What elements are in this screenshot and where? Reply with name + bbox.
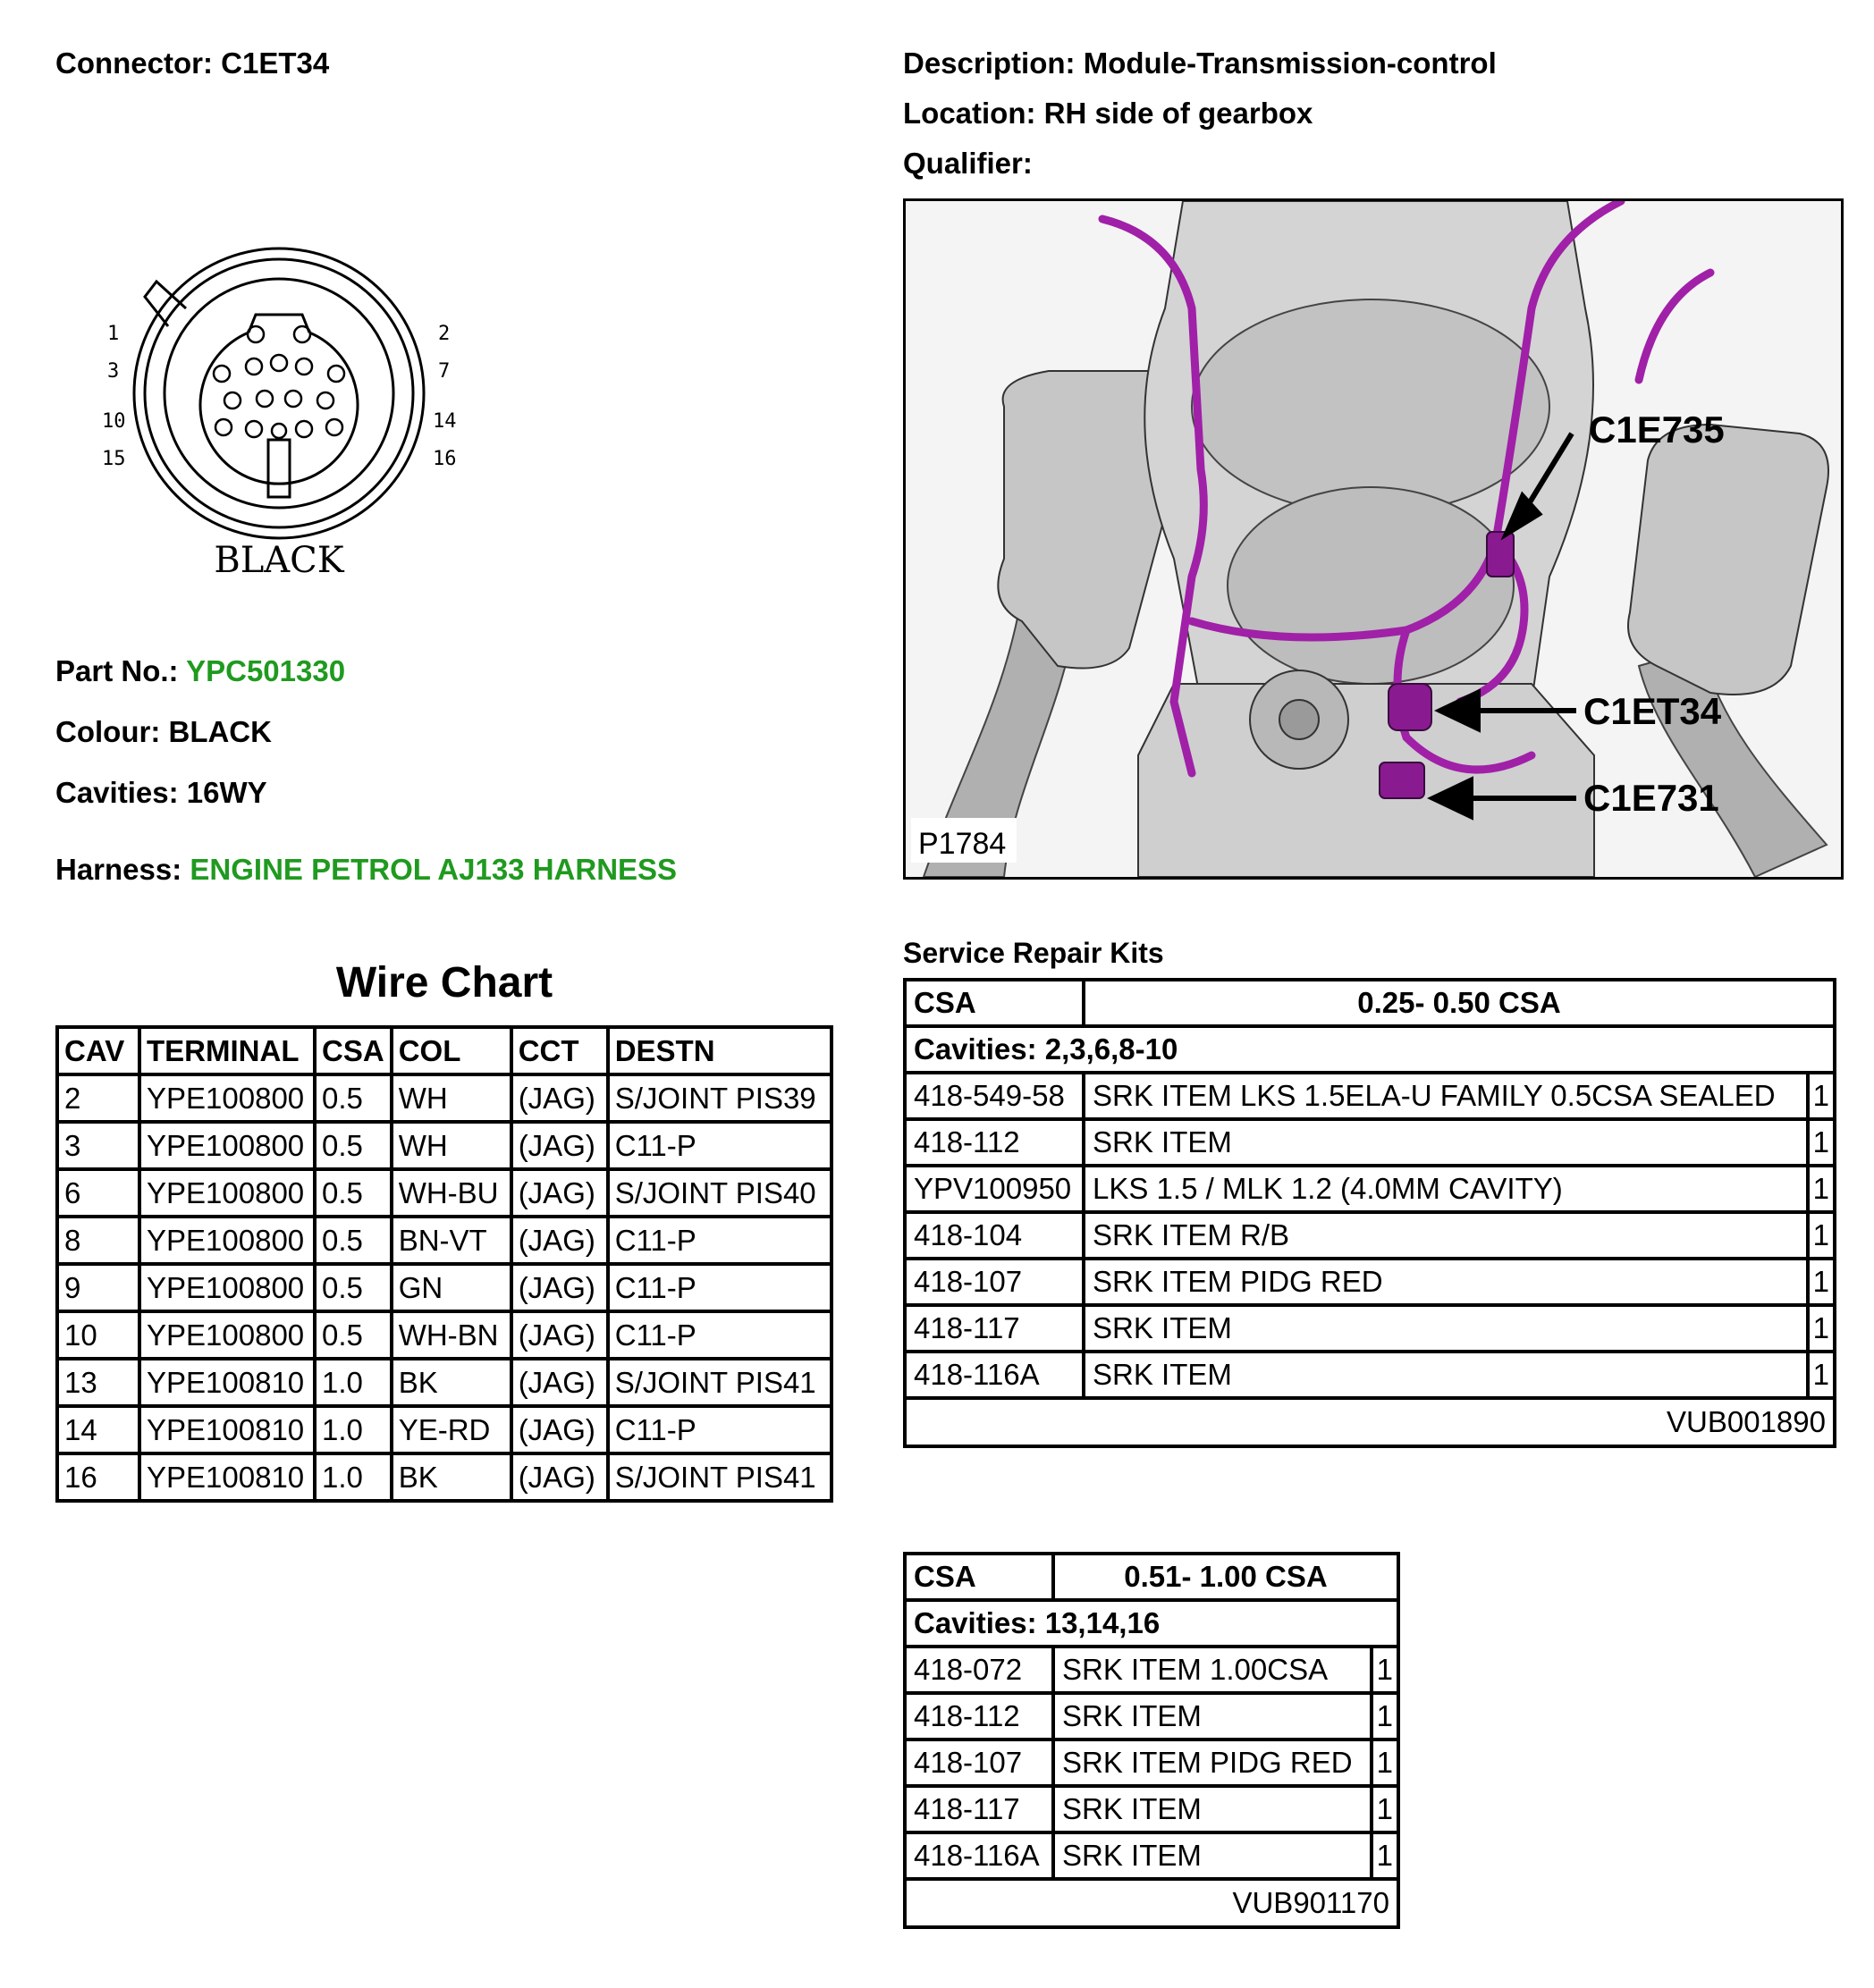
cell-terminal: YPE100810	[139, 1453, 315, 1501]
srk-qty: 1	[1372, 1740, 1398, 1786]
srk-part-no: 418-112	[905, 1693, 1053, 1740]
table-row	[57, 1217, 831, 1264]
cavity-pin	[214, 366, 230, 382]
srk-qty: 1	[1808, 1119, 1835, 1166]
connector-outer-ring	[134, 248, 424, 538]
cell-col: BK	[392, 1359, 511, 1406]
srk-description: SRK ITEM	[1053, 1786, 1372, 1832]
cell-csa: 1.0	[315, 1453, 392, 1501]
table-row	[905, 1212, 1835, 1259]
srk-description: SRK ITEM R/B	[1084, 1212, 1808, 1259]
srk-qty: 1	[1372, 1832, 1398, 1879]
harness-label: Harness:	[55, 853, 182, 886]
srk-csa-row	[905, 1554, 1398, 1600]
srk-description: SRK ITEM	[1084, 1119, 1808, 1166]
colour-line	[55, 715, 272, 749]
cell-csa: 0.5	[315, 1311, 392, 1359]
connector-c1et34-marker	[1389, 684, 1431, 730]
table-row	[905, 1647, 1398, 1693]
cavity-pin	[248, 326, 264, 342]
cell-cct: (JAG)	[511, 1406, 608, 1453]
description-value: Module-Transmission-control	[1083, 46, 1497, 80]
srk-csa-label: CSA	[905, 1554, 1053, 1600]
column-header-col: COL	[392, 1027, 511, 1074]
table-row	[905, 1740, 1398, 1786]
cell-col: WH	[392, 1074, 511, 1122]
cell-destn: S/JOINT PIS41	[608, 1453, 831, 1501]
table-row	[57, 1453, 831, 1501]
cell-cav: 9	[57, 1264, 139, 1311]
cell-terminal: YPE100800	[139, 1217, 315, 1264]
cavity-pin	[296, 421, 312, 437]
harness-line	[55, 853, 677, 887]
srk-part-no: 418-549-58	[905, 1073, 1084, 1119]
cell-destn: S/JOINT PIS41	[608, 1359, 831, 1406]
cavity-pin	[224, 392, 241, 409]
srk-kit-no: VUB001890	[905, 1398, 1835, 1446]
service-repair-kits-title: Service Repair Kits	[903, 937, 1164, 969]
srk-cavities: Cavities: 2,3,6,8-10	[905, 1026, 1835, 1073]
location-photo	[903, 198, 1844, 880]
cell-cav: 3	[57, 1122, 139, 1169]
cell-cct: (JAG)	[511, 1169, 608, 1217]
cell-col: WH-BN	[392, 1311, 511, 1359]
column-header-terminal: TERMINAL	[139, 1027, 315, 1074]
table-row	[57, 1311, 831, 1359]
table-row	[57, 1169, 831, 1217]
pin-label-3: 3	[107, 360, 120, 383]
srk-description: SRK ITEM	[1053, 1693, 1372, 1740]
table-row	[905, 1119, 1835, 1166]
cell-cav: 13	[57, 1359, 139, 1406]
cell-cav: 16	[57, 1453, 139, 1501]
table-row	[905, 1305, 1835, 1352]
column-header-cav: CAV	[57, 1027, 139, 1074]
gearbox-illustration	[906, 201, 1841, 877]
cell-terminal: YPE100800	[139, 1122, 315, 1169]
location-line	[903, 97, 1313, 131]
cell-csa: 1.0	[315, 1406, 392, 1453]
table-row	[57, 1359, 831, 1406]
connector-c1e731-marker	[1380, 762, 1424, 798]
connector-colour-caption: BLACK	[214, 540, 344, 581]
cell-terminal: YPE100800	[139, 1311, 315, 1359]
colour-label: Colour:	[55, 715, 161, 748]
cell-csa: 0.5	[315, 1169, 392, 1217]
pin-label-15: 15	[102, 448, 126, 470]
srk-part-no: 418-072	[905, 1647, 1053, 1693]
cell-csa: 0.5	[315, 1074, 392, 1122]
srk-description: SRK ITEM PIDG RED	[1053, 1740, 1372, 1786]
cell-col: WH	[392, 1122, 511, 1169]
table-row	[57, 1122, 831, 1169]
wire-chart-table	[55, 1025, 833, 1503]
srk-kit-no-row	[905, 1398, 1835, 1446]
cell-cav: 8	[57, 1217, 139, 1264]
cell-csa: 0.5	[315, 1264, 392, 1311]
table-row	[905, 1693, 1398, 1740]
srk-qty: 1	[1372, 1647, 1398, 1693]
description-line	[903, 46, 1497, 80]
cell-cav: 10	[57, 1311, 139, 1359]
srk-qty: 1	[1808, 1166, 1835, 1212]
cell-cct: (JAG)	[511, 1074, 608, 1122]
colour-value: BLACK	[168, 715, 272, 748]
cell-cct: (JAG)	[511, 1359, 608, 1406]
cavity-pin	[285, 391, 301, 407]
column-header-cct: CCT	[511, 1027, 608, 1074]
cell-terminal: YPE100800	[139, 1074, 315, 1122]
table-row	[905, 1166, 1835, 1212]
cavities-line	[55, 776, 267, 810]
cell-terminal: YPE100810	[139, 1359, 315, 1406]
cell-col: BN-VT	[392, 1217, 511, 1264]
connector-face-diagram	[89, 241, 483, 590]
cavity-pin	[271, 355, 287, 371]
cell-terminal: YPE100800	[139, 1264, 315, 1311]
srk-qty: 1	[1808, 1305, 1835, 1352]
cell-csa: 1.0	[315, 1359, 392, 1406]
cell-cct: (JAG)	[511, 1453, 608, 1501]
srk-part-no: 418-112	[905, 1119, 1084, 1166]
cavity-pin	[246, 421, 262, 437]
srk-part-no: 418-116A	[905, 1352, 1084, 1398]
table-row	[57, 1406, 831, 1453]
srk-description: SRK ITEM 1.00CSA	[1053, 1647, 1372, 1693]
pin-label-7: 7	[438, 360, 451, 383]
cell-col: BK	[392, 1453, 511, 1501]
connector-inner-ring	[165, 279, 393, 508]
connector-middle-ring	[145, 259, 413, 527]
table-row	[905, 1073, 1835, 1119]
connector-key-slot	[249, 315, 309, 333]
srk-description: LKS 1.5 / MLK 1.2 (4.0MM CAVITY)	[1084, 1166, 1808, 1212]
cell-cct: (JAG)	[511, 1122, 608, 1169]
cell-cav: 14	[57, 1406, 139, 1453]
cell-destn: C11-P	[608, 1406, 831, 1453]
harness-link[interactable]: ENGINE PETROL AJ133 HARNESS	[190, 853, 678, 886]
srk-part-no: YPV100950	[905, 1166, 1084, 1212]
cell-terminal: YPE100800	[139, 1169, 315, 1217]
srk-part-no: 418-104	[905, 1212, 1084, 1259]
srk-qty: 1	[1808, 1259, 1835, 1305]
cavity-pin	[246, 358, 262, 375]
cavity-pin	[317, 392, 333, 409]
location-value: RH side of gearbox	[1043, 97, 1313, 130]
connector-lock-bar	[268, 440, 290, 497]
pin-label-2: 2	[438, 323, 451, 345]
cell-col: WH-BU	[392, 1169, 511, 1217]
wire-chart-header-row	[57, 1027, 831, 1074]
connector-line	[55, 46, 329, 80]
pin-label-1: 1	[107, 323, 120, 345]
srk-qty: 1	[1808, 1073, 1835, 1119]
srk-qty: 1	[1372, 1693, 1398, 1740]
column-header-csa: CSA	[315, 1027, 392, 1074]
cell-destn: C11-P	[608, 1122, 831, 1169]
cell-destn: C11-P	[608, 1264, 831, 1311]
srk-description: SRK ITEM PIDG RED	[1084, 1259, 1808, 1305]
cavity-pin	[272, 424, 286, 438]
photo-id-label: P1784	[918, 827, 1007, 861]
cell-destn: C11-P	[608, 1311, 831, 1359]
srk-part-no: 418-117	[905, 1305, 1084, 1352]
cell-cct: (JAG)	[511, 1311, 608, 1359]
cell-destn: C11-P	[608, 1217, 831, 1264]
connector-value: C1ET34	[221, 46, 330, 80]
cell-col: YE-RD	[392, 1406, 511, 1453]
connector-c1e735-marker	[1487, 532, 1514, 577]
srk-qty: 1	[1372, 1786, 1398, 1832]
cell-cav: 2	[57, 1074, 139, 1122]
srk-part-no: 418-107	[905, 1259, 1084, 1305]
cavities-label: Cavities:	[55, 776, 179, 809]
srk-cavities-row	[905, 1600, 1398, 1647]
description-label: Description:	[903, 46, 1076, 80]
part-no-link[interactable]: YPC501330	[186, 654, 346, 687]
srk-qty: 1	[1808, 1352, 1835, 1398]
srk-description: SRK ITEM	[1084, 1352, 1808, 1398]
cavity-pin	[326, 419, 342, 435]
cavity-pin	[328, 366, 344, 382]
cell-destn: S/JOINT PIS39	[608, 1074, 831, 1122]
column-header-destn: DESTN	[608, 1027, 831, 1074]
srk-part-no: 418-117	[905, 1786, 1053, 1832]
table-row	[905, 1786, 1398, 1832]
pin-label-16: 16	[433, 448, 457, 470]
callout-c1et34: C1ET34	[1583, 690, 1722, 732]
cavities-value: 16WY	[186, 776, 267, 809]
cell-csa: 0.5	[315, 1122, 392, 1169]
part-no-line	[55, 654, 345, 688]
qualifier-line	[903, 147, 1033, 181]
cavity-pin	[296, 358, 312, 375]
srk-description: SRK ITEM	[1053, 1832, 1372, 1879]
cell-csa: 0.5	[315, 1217, 392, 1264]
cell-cav: 6	[57, 1169, 139, 1217]
callout-c1e735: C1E735	[1589, 409, 1725, 451]
pin-label-14: 14	[433, 410, 457, 433]
callout-c1e731: C1E731	[1583, 777, 1719, 819]
srk-description: SRK ITEM LKS 1.5ELA-U FAMILY 0.5CSA SEALED	[1084, 1073, 1808, 1119]
location-label: Location:	[903, 97, 1036, 130]
srk-cavities-row	[905, 1026, 1835, 1073]
srk-csa-range: 0.25- 0.50 CSA	[1084, 980, 1835, 1026]
table-row	[905, 1259, 1835, 1305]
connector-label: Connector:	[55, 46, 213, 80]
cell-terminal: YPE100810	[139, 1406, 315, 1453]
cavity-pin	[257, 391, 273, 407]
cell-cct: (JAG)	[511, 1264, 608, 1311]
srk-csa-row	[905, 980, 1835, 1026]
table-row	[905, 1352, 1835, 1398]
srk-csa-label: CSA	[905, 980, 1084, 1026]
srk-kit-no-row	[905, 1879, 1398, 1927]
srk-description: SRK ITEM	[1084, 1305, 1808, 1352]
table-row	[57, 1264, 831, 1311]
srk-table-kit1	[903, 978, 1836, 1448]
srk-part-no: 418-116A	[905, 1832, 1053, 1879]
srk-kit-no: VUB901170	[905, 1879, 1398, 1927]
wire-chart-title: Wire Chart	[335, 959, 553, 1007]
qualifier-label: Qualifier:	[903, 147, 1033, 180]
cell-col: GN	[392, 1264, 511, 1311]
srk-part-no: 418-107	[905, 1740, 1053, 1786]
cavity-pin	[215, 419, 232, 435]
srk-table-kit2	[903, 1552, 1400, 1929]
cavity-pin	[294, 326, 310, 342]
cell-cct: (JAG)	[511, 1217, 608, 1264]
table-row	[905, 1832, 1398, 1879]
part-no-label: Part No.:	[55, 654, 179, 687]
cell-destn: S/JOINT PIS40	[608, 1169, 831, 1217]
pin-label-10: 10	[102, 410, 126, 433]
srk-qty: 1	[1808, 1212, 1835, 1259]
table-row	[57, 1074, 831, 1122]
srk-csa-range: 0.51- 1.00 CSA	[1053, 1554, 1398, 1600]
srk-cavities: Cavities: 13,14,16	[905, 1600, 1398, 1647]
